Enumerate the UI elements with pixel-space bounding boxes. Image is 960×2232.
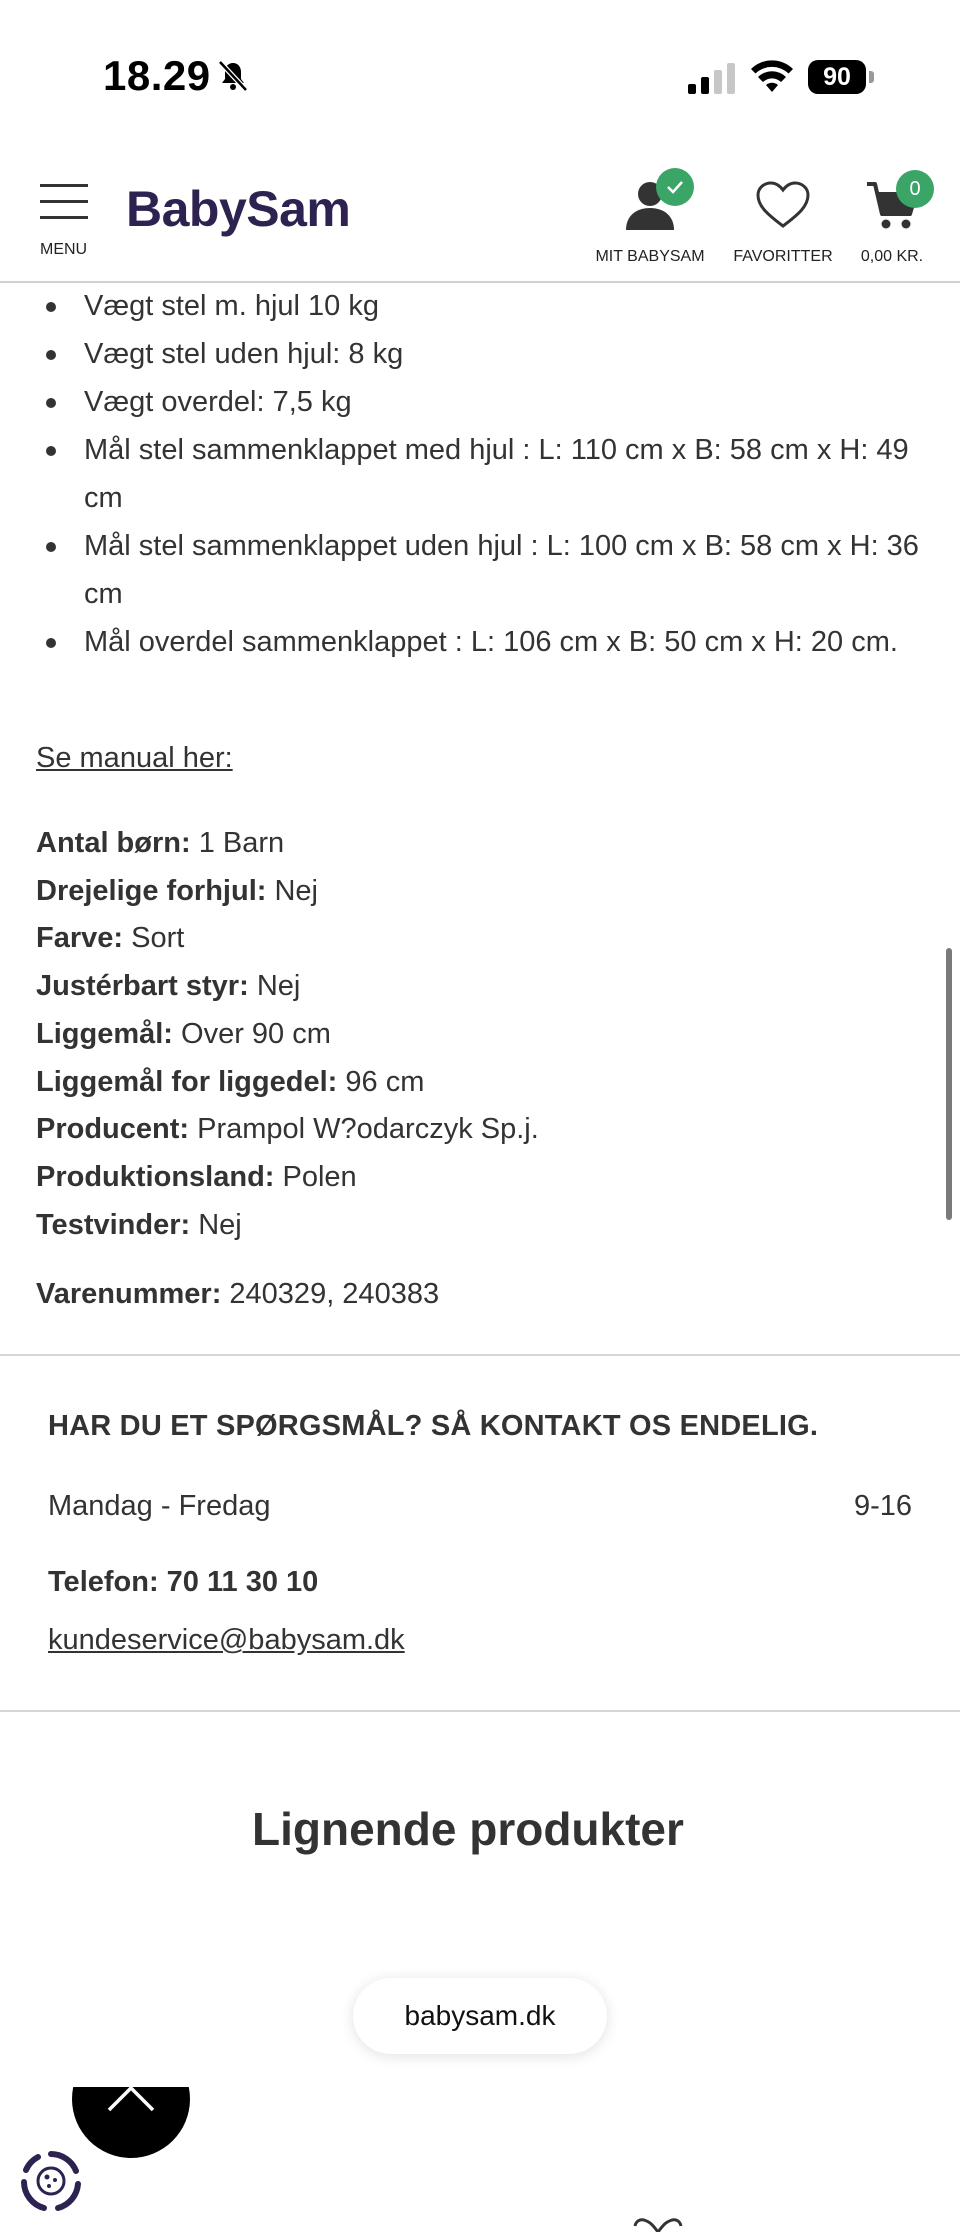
spec-value: Over 90 cm	[181, 1017, 331, 1050]
opening-hours: 9-16	[853, 1490, 912, 1522]
spec-value: Sort	[131, 922, 185, 955]
spec-label: Produktionsland:	[36, 1160, 275, 1193]
related-products-heading: Lignende produkter	[252, 1803, 684, 1855]
cart-count-badge: 0	[896, 170, 934, 208]
signal-icon	[688, 62, 736, 96]
cart-button[interactable]	[852, 172, 932, 266]
spec-row	[36, 915, 539, 963]
spec-value: Nej	[274, 874, 318, 907]
spec-label: Producent:	[36, 1113, 190, 1146]
wifi-icon	[749, 58, 795, 94]
manual-link[interactable]: Se manual her:	[36, 742, 233, 774]
bell-muted-icon	[215, 58, 251, 94]
item-number-label: Varenummer:	[36, 1278, 222, 1310]
opening-days: Mandag - Fredag	[48, 1490, 271, 1522]
account-check-badge	[656, 168, 694, 206]
favorites-button[interactable]	[725, 172, 841, 266]
item-number	[36, 1278, 439, 1311]
battery-tip	[869, 71, 874, 83]
spec-row	[36, 1154, 539, 1202]
browser-url-bar[interactable]: babysam.dk	[353, 1978, 607, 2054]
phone-number[interactable]: Telefon: 70 11 30 10	[48, 1566, 319, 1598]
spec-label: Antal børn:	[36, 827, 191, 859]
divider	[0, 1710, 960, 1712]
item-number-value: 240329, 240383	[229, 1278, 440, 1310]
brand-logo[interactable]: BabySam	[126, 181, 351, 237]
cart-total-label: 0,00 KR.	[860, 248, 924, 265]
spec-value: Polen	[282, 1160, 357, 1193]
my-account-button[interactable]	[588, 172, 712, 266]
list-item: Mål overdel sammenklappet : L: 106 cm x B: 50 cm x H: 20 cm.	[36, 618, 936, 666]
site-header	[0, 150, 960, 283]
spec-value: Nej	[256, 970, 301, 1003]
spec-row	[36, 868, 539, 916]
status-time: 18.29	[103, 52, 211, 99]
list-item: Vægt stel uden hjul: 8 kg	[36, 330, 936, 378]
list-item: Vægt stel m. hjul 10 kg	[36, 282, 936, 330]
spec-label: Justérbart styr:	[36, 970, 249, 1003]
email-link[interactable]: kundeservice@babysam.dk	[48, 1624, 405, 1656]
spec-label: Farve:	[36, 922, 124, 955]
spec-row	[36, 963, 539, 1011]
spec-row	[36, 1202, 539, 1250]
menu-label: MENU	[40, 241, 88, 258]
cookie-icon[interactable]	[16, 2146, 86, 2216]
spec-label: Drejelige forhjul:	[36, 874, 267, 907]
hamburger-icon	[40, 184, 88, 224]
heart-icon	[755, 180, 811, 230]
my-account-label: MIT BABYSAM	[595, 248, 705, 265]
heart-icon[interactable]	[632, 2214, 684, 2232]
battery-level: 90	[808, 60, 866, 94]
spec-row	[36, 1011, 539, 1059]
favorites-label: FAVORITTER	[733, 248, 833, 265]
contact-heading: HAR DU ET SPØRGSMÅL? SÅ KONTAKT OS ENDELIG.	[48, 1410, 819, 1442]
check-icon	[664, 176, 686, 198]
battery-indicator	[808, 60, 874, 94]
divider	[0, 1354, 960, 1356]
status-bar	[0, 0, 960, 150]
spec-value: Prampol W?odarczyk Sp.j.	[197, 1113, 539, 1146]
spec-label: Liggemål:	[36, 1017, 173, 1050]
spec-value: Nej	[198, 1208, 242, 1241]
list-item: Vægt overdel: 7,5 kg	[36, 378, 936, 426]
spec-table	[36, 820, 539, 1249]
list-item: Mål stel sammenklappet uden hjul : L: 100 cm x B: 58 cm x H: 36 cm	[36, 522, 936, 618]
spec-value: 96 cm	[345, 1065, 425, 1098]
spec-row	[36, 1106, 539, 1154]
spec-label: Liggemål for liggedel:	[36, 1065, 338, 1098]
spec-row	[36, 820, 539, 868]
spec-bullet-list	[36, 282, 936, 666]
list-item: Mål stel sammenklappet med hjul : L: 110 cm x B: 58 cm x H: 49 cm	[36, 426, 936, 522]
scrollbar[interactable]	[946, 948, 952, 1220]
spec-label: Testvinder:	[36, 1208, 191, 1241]
spec-value: 1 Barn	[198, 827, 285, 859]
spec-row	[36, 1059, 539, 1107]
